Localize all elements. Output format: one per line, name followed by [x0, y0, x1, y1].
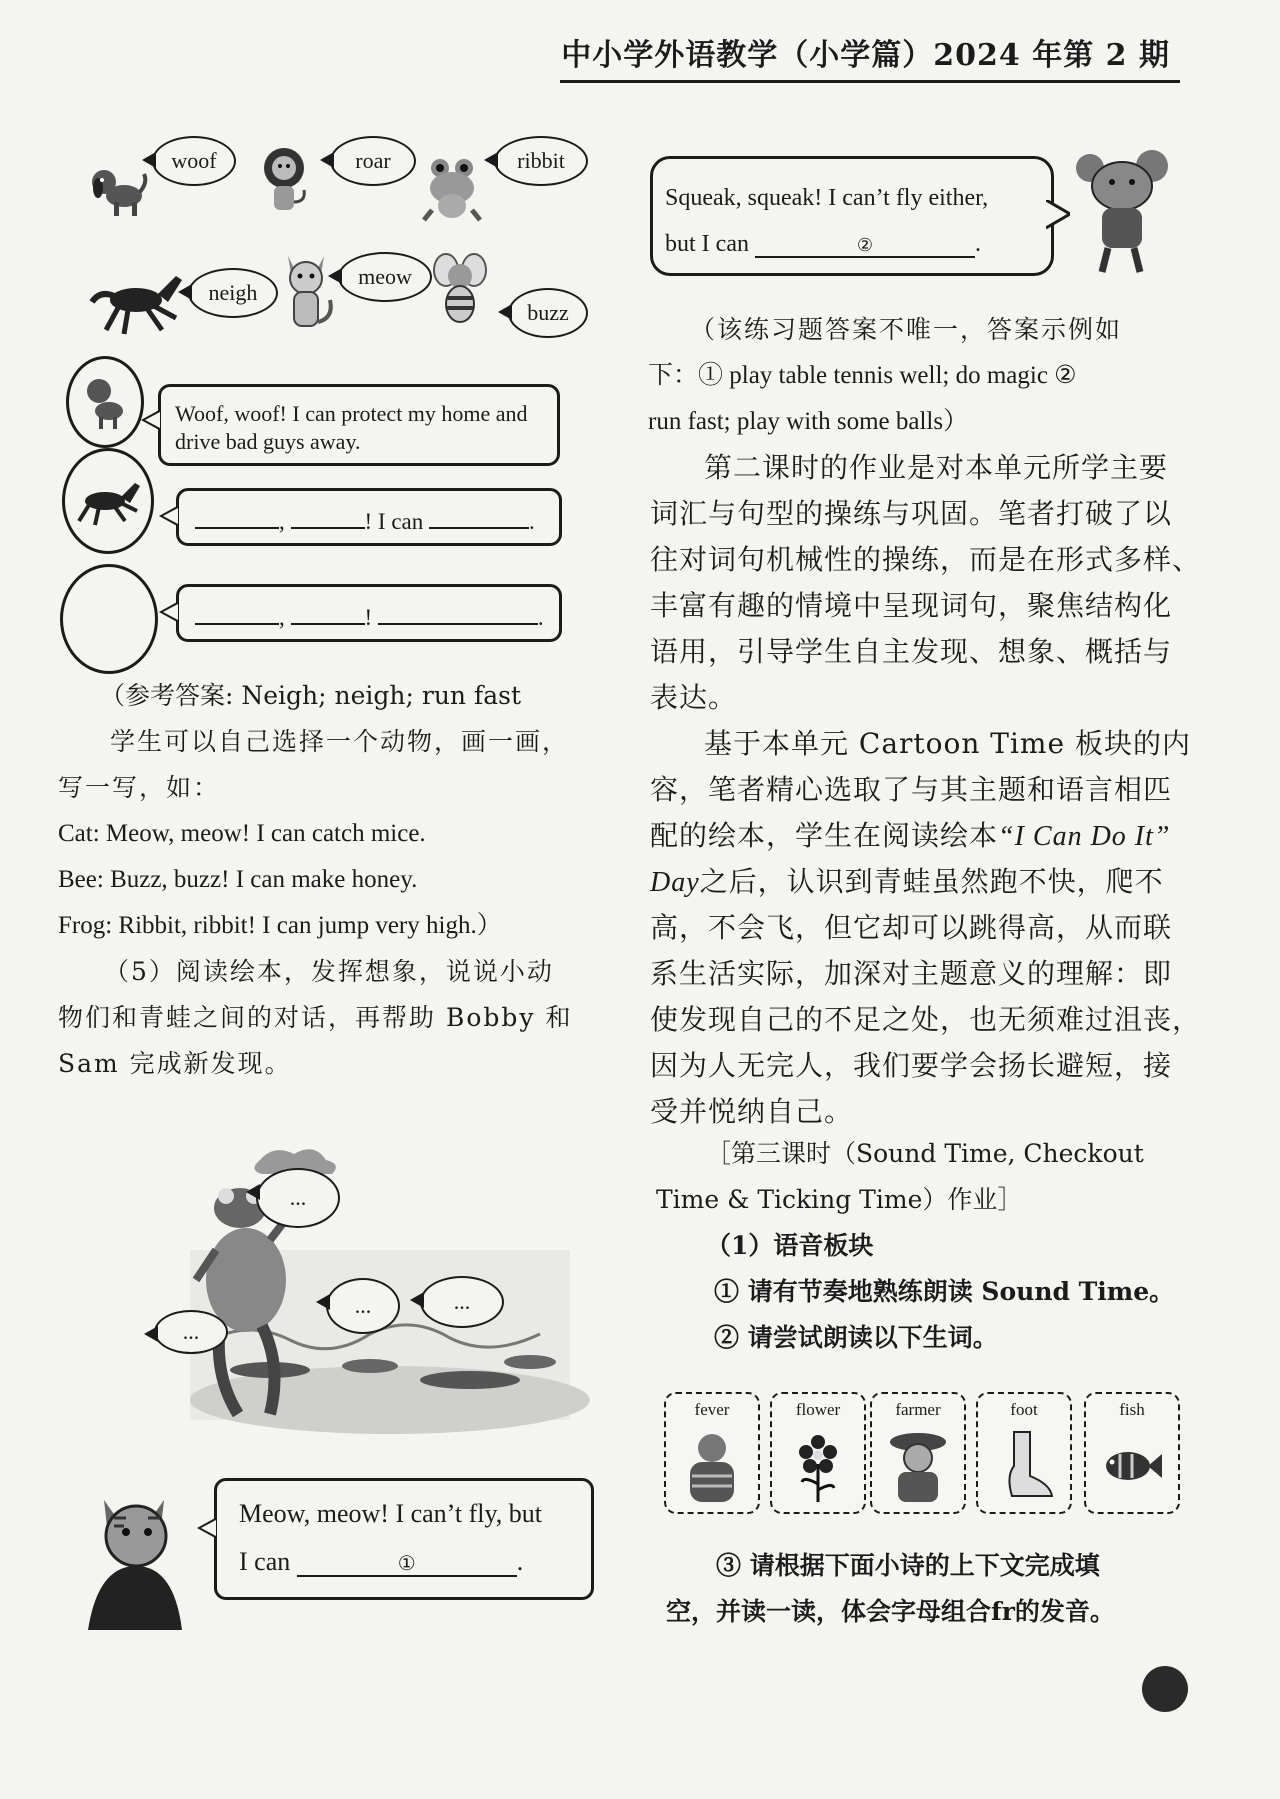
horse-blank-3[interactable] — [429, 505, 529, 529]
example-frog: Frog: Ribbit, ribbit! I can jump very high.） — [58, 912, 502, 939]
bubble-woof: woof — [152, 136, 236, 186]
choose-animal-line2: 写一写，如： — [58, 773, 221, 802]
cat-blank-1[interactable]: ① — [297, 1553, 517, 1577]
story-bubble-2: ... — [326, 1278, 400, 1334]
phonics-item3-line1: ③ 请根据下面小诗的上下文完成填 — [716, 1551, 1100, 1580]
phonics-item3-line2: 空，并读一读，体会字母组合fr的发音。 — [666, 1597, 1115, 1626]
horse-blank-1[interactable] — [195, 505, 279, 529]
word-card-fever: fever — [664, 1392, 760, 1514]
sick-person-icon — [680, 1428, 744, 1504]
cat-character-icon — [74, 1484, 194, 1630]
dog-speech-line2: drive bad guys away. — [175, 429, 361, 454]
bubble-ribbit: ribbit — [494, 136, 588, 186]
bubble-buzz: buzz — [508, 288, 588, 338]
para1-line2: 词汇与句型的操练与巩固。笔者打破了以 — [650, 497, 1173, 530]
farmer-icon — [886, 1428, 950, 1504]
story-bubble-1: ... — [256, 1168, 340, 1228]
reference-answer: （参考答案: Neigh; neigh; run fast — [100, 681, 522, 710]
speech-tail — [1046, 200, 1070, 230]
page-number-badge — [1142, 1666, 1188, 1712]
dog-icon — [69, 359, 141, 445]
task5-line1: （5）阅读绘本，发挥想象，说说小动 — [104, 957, 554, 986]
word-card-foot: foot — [976, 1392, 1072, 1514]
horse-icon — [88, 266, 184, 340]
phonics-heading: （1）语音板块 — [706, 1231, 874, 1260]
journal-title: 中小学外语教学（小学篇）2024 年第 2 期 — [561, 38, 1170, 73]
para1-line6: 表达。 — [650, 681, 738, 714]
para2-line6: 系生活实际，加深对主题意义的理解：即 — [650, 957, 1173, 990]
para1-line5: 语用，引导学生自主发现、想象、概括与 — [650, 635, 1173, 668]
mouse-character-icon — [1072, 148, 1176, 274]
word-card-fish: fish — [1084, 1392, 1180, 1514]
para2-line5: 高，不会飞，但它却可以跳得高，从而联 — [650, 911, 1173, 944]
phonics-item1: ① 请有节奏地熟练朗读 Sound Time。 — [714, 1277, 1175, 1306]
bubble-neigh: neigh — [188, 268, 278, 318]
lesson3-heading-line2: Time & Ticking Time）作业］ — [656, 1185, 1023, 1214]
task5-line2: 物们和青蛙之间的对话，再帮助 Bobby 和 — [58, 1003, 573, 1032]
para1-line1: 第二课时的作业是对本单元所学主要 — [704, 451, 1169, 484]
empty-drawing-circle[interactable] — [60, 564, 158, 674]
bee-icon — [428, 246, 492, 330]
para1-line4: 丰富有趣的情境中呈现词句，聚焦结构化 — [650, 589, 1173, 622]
flower-icon — [786, 1428, 850, 1504]
para2-line1: 基于本单元 Cartoon Time 板块的内 — [704, 727, 1191, 760]
example-cat: Cat: Meow, meow! I can catch mice. — [58, 820, 426, 847]
horse-blank-2[interactable] — [291, 505, 365, 529]
para2-line8: 因为人无完人，我们要学会扬长避短，接 — [650, 1049, 1173, 1082]
para2-line9: 受并悦纳自己。 — [650, 1095, 854, 1128]
dog-speech-bubble — [158, 384, 560, 466]
blank-speech-bubble: , ! . — [176, 584, 562, 642]
fish-icon — [1100, 1428, 1164, 1504]
horse-icon — [65, 451, 151, 551]
story-bubble-3: ... — [420, 1276, 504, 1328]
bubble-meow: meow — [338, 252, 432, 302]
open-blank-1[interactable] — [195, 601, 279, 625]
mouse-speech-line1: Squeak, squeak! I can’t fly either, — [665, 185, 989, 211]
dog-avatar — [66, 356, 144, 448]
para1-line3: 往对词句机械性的操练，而是在形式多样、 — [650, 543, 1202, 576]
para2-line2: 容，笔者精心选取了与其主题和语言相匹 — [650, 773, 1173, 806]
open-blank-3[interactable] — [378, 601, 538, 625]
frog-icon — [420, 154, 484, 224]
cat-speech-line1: Meow, meow! I can’t fly, but — [239, 1499, 543, 1528]
story-bubble-4: ... — [154, 1310, 228, 1354]
para2-line7: 使发现自己的不足之处，也无须难过沮丧， — [650, 1003, 1202, 1036]
answer-note-line2: 下：① play table tennis well; do magic ② — [648, 362, 1077, 389]
choose-animal-line1: 学生可以自己选择一个动物，画一画， — [110, 727, 570, 756]
horse-speech-bubble: , ! I can . — [176, 488, 562, 546]
task5-line3: Sam 完成新发现。 — [58, 1049, 292, 1078]
dog-icon — [88, 158, 150, 220]
cat-icon — [276, 248, 338, 332]
page-header — [560, 22, 1180, 83]
para2-line3: 配的绘本，学生在阅读绘本“I Can Do It” — [650, 819, 1171, 852]
horse-avatar — [62, 448, 154, 554]
book-title-part2: Day — [650, 867, 700, 898]
open-blank-2[interactable] — [291, 601, 365, 625]
dog-speech-line1: Woof, woof! I can protect my home and — [175, 401, 528, 426]
bubble-roar: roar — [330, 136, 416, 186]
foot-icon — [992, 1428, 1056, 1504]
example-bee: Bee: Buzz, buzz! I can make honey. — [58, 866, 418, 893]
word-card-farmer: farmer — [870, 1392, 966, 1514]
phonics-item2: ② 请尝试朗读以下生词。 — [714, 1323, 998, 1352]
mouse-blank-2[interactable]: ② — [755, 234, 975, 258]
answer-note-line1: （该练习题答案不唯一，答案示例如 — [690, 315, 1123, 344]
book-title-part1: “I Can Do It” — [998, 821, 1171, 852]
lion-icon — [256, 146, 312, 216]
answer-note-line3: run fast; play with some balls） — [648, 408, 969, 435]
cat-speech-bubble: Meow, meow! I can’t fly, but I can ① . — [214, 1478, 594, 1600]
mouse-speech-bubble: Squeak, squeak! I can’t fly either, but I can ② . — [650, 156, 1054, 276]
para2-line4: Day之后，认识到青蛙虽然跑不快，爬不 — [650, 865, 1164, 898]
lesson3-heading-line1: ［第三课时（Sound Time, Checkout — [706, 1139, 1144, 1168]
word-card-flower: flower — [770, 1392, 866, 1514]
